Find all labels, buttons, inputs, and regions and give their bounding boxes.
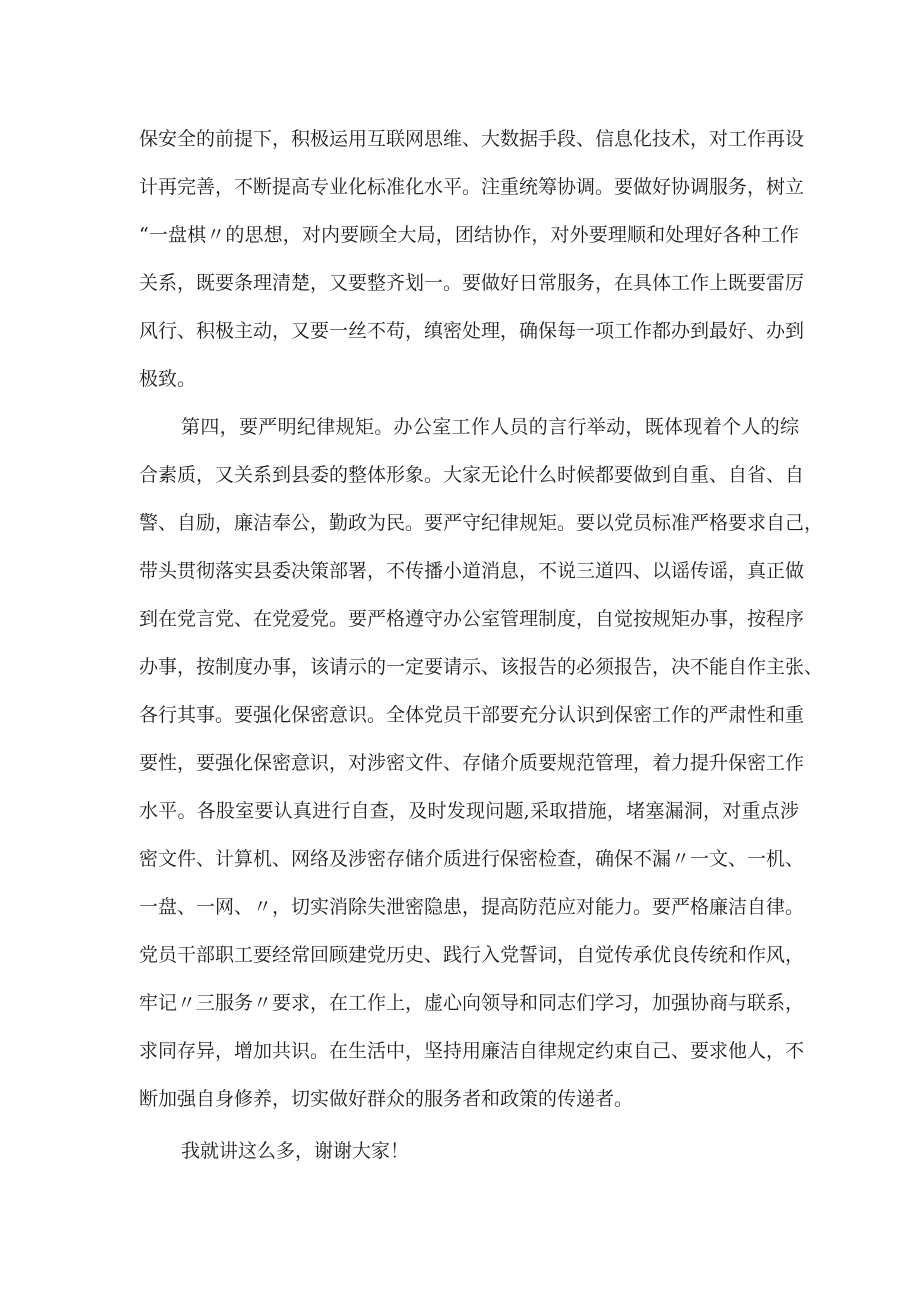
paragraph-line: 保安全的前提下，积极运用互联网思维、大数据手段、信息化技术，对工作再设 bbox=[139, 128, 805, 150]
paragraph-line: 极致。 bbox=[139, 368, 197, 390]
paragraph-line: 牢记〃三服务〃要求，在工作上，虚心向领导和同志们学习，加强协商与联系， bbox=[139, 992, 805, 1014]
paragraph-line: 警、自励，廉洁奉公，勤政为民。要严守纪律规矩。要以党员标准严格要求自己， bbox=[139, 512, 824, 534]
paragraph-line: 求同存异，增加共识。在生活中，坚持用廉洁自律规定约束自己、要求他人，不 bbox=[139, 1040, 805, 1062]
paragraph-line: 到在党言党、在党爱党。要严格遵守办公室管理制度，自觉按规矩办事，按程序 bbox=[139, 608, 805, 630]
paragraph-line: 风行、积极主动，又要一丝不苟，缜密处理，确保每一项工作都办到最好、办到 bbox=[139, 320, 805, 342]
paragraph-line: 关系，既要条理清楚，又要整齐划一。要做好日常服务，在具体工作上既要雷厉 bbox=[139, 272, 805, 294]
paragraph-line: 水平。各股室要认真进行自查，及时发现问题,采取措施，堵塞漏洞，对重点涉 bbox=[139, 800, 799, 822]
closing-remark: 我就讲这么多，谢谢大家！ bbox=[181, 1140, 410, 1162]
paragraph-line: 密文件、计算机、网络及涉密存储介质进行保密检查，确保不漏〃一文、一机、 bbox=[139, 848, 805, 870]
paragraph-line: 带头贯彻落实县委决策部署，不传播小道消息，不说三道四、以谣传谣，真正做 bbox=[139, 560, 805, 582]
paragraph-line: 计再完善，不断提高专业化标准化水平。注重统筹协调。要做好协调服务，树立 bbox=[139, 176, 805, 198]
paragraph-line: 第四，要严明纪律规矩。办公室工作人员的言行举动，既体现着个人的综 bbox=[181, 416, 799, 438]
paragraph-line: 断加强自身修养，切实做好群众的服务者和政策的传递者。 bbox=[139, 1088, 634, 1110]
paragraph-line: 各行其事。要强化保密意识。全体党员干部要充分认识到保密工作的严肃性和重 bbox=[139, 704, 805, 726]
paragraph-line: 合素质，又关系到县委的整体形象。大家无论什么时候都要做到自重、自省、自 bbox=[139, 464, 805, 486]
paragraph-line: 一盘、一网、〃，切实消除失泄密隐患，提高防范应对能力。要严格廉洁自律。 bbox=[139, 896, 805, 918]
paragraph-line: “一盘棋〃的思想，对内要顾全大局，团结协作，对外要理顺和处理好各种工作 bbox=[139, 224, 799, 246]
paragraph-line: 要性，要强化保密意识，对涉密文件、存储介质要规范管理，着力提升保密工作 bbox=[139, 752, 805, 774]
paragraph-line: 党员干部职工要经常回顾建党历史、践行入党誓词，自觉传承优良传统和作风， bbox=[139, 944, 805, 966]
paragraph-line: 办事，按制度办事，该请示的一定要请示、该报告的必须报告，决不能自作主张、 bbox=[139, 656, 824, 678]
